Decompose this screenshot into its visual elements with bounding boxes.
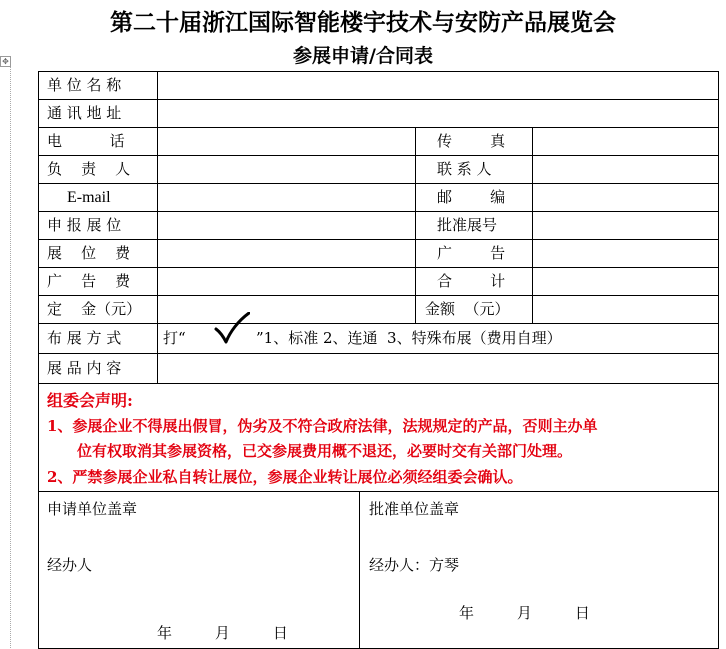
label-amount: 金额 （元）	[425, 300, 510, 318]
cell-divider	[415, 240, 416, 268]
row-layout-method	[39, 324, 719, 354]
cell-divider	[157, 100, 158, 128]
cell-divider	[532, 156, 533, 184]
declaration-line-2: 位有权取消其参展资格，已交参展费用概不退还，必要时交有关部门处理。	[77, 442, 573, 460]
label-advertisement: 广 告	[437, 244, 506, 262]
label-responsible: 负 责 人	[47, 160, 131, 178]
label-layout-method: 布 展 方 式	[47, 329, 122, 347]
move-anchor-icon[interactable]: ✥	[0, 56, 11, 67]
cell-divider	[415, 128, 416, 156]
cell-divider	[157, 128, 158, 156]
declaration-line-1: 1、参展企业不得展出假冒，伪劣及不符合政府法律，法规规定的产品，否则主办单	[47, 417, 598, 435]
approver-agent-label: 经办人：方琴	[369, 556, 460, 574]
cell-divider	[532, 128, 533, 156]
applicant-agent-label: 经办人	[47, 556, 93, 574]
cell-divider	[532, 240, 533, 268]
row-booth-approval	[39, 212, 719, 240]
cell-divider	[415, 296, 416, 324]
cell-divider	[532, 184, 533, 212]
row-responsible-contact	[39, 156, 719, 184]
label-contact: 联 系 人	[437, 160, 492, 178]
cell-divider	[415, 156, 416, 184]
cell-divider	[532, 268, 533, 296]
label-company-name: 单 位 名 称	[47, 76, 122, 94]
cell-divider	[157, 324, 158, 354]
label-address: 通 讯 地 址	[47, 104, 122, 122]
approver-signature-block	[359, 492, 719, 649]
cell-divider	[157, 156, 158, 184]
row-phone-fax	[39, 128, 719, 156]
cell-divider	[157, 240, 158, 268]
label-postcode: 邮 编	[437, 188, 506, 206]
method-options: ”1、标准 2、连通 3、特殊布展（费用自理）	[256, 329, 562, 347]
cell-divider	[415, 268, 416, 296]
cell-divider	[415, 212, 416, 240]
applicant-signature-block	[39, 492, 359, 649]
cell-divider	[157, 268, 158, 296]
approver-date: 年 月 日	[459, 604, 590, 622]
row-company-name	[39, 72, 719, 100]
cell-divider	[157, 296, 158, 324]
document-title: 第二十届浙江国际智能楼宇技术与安防产品展览会	[110, 9, 616, 36]
application-form-table	[38, 71, 719, 649]
row-booth-fee-ad	[39, 240, 719, 268]
cell-divider	[415, 184, 416, 212]
cell-divider	[532, 212, 533, 240]
cell-divider	[157, 354, 158, 384]
checkmark-icon	[214, 312, 250, 348]
cell-divider	[157, 72, 158, 100]
declaration-title: 组委会声明:	[47, 391, 133, 410]
document-subtitle: 参展申请/合同表	[293, 45, 433, 67]
organizer-declaration	[39, 384, 719, 492]
row-email-postcode	[39, 184, 719, 212]
label-email: E-mail	[47, 189, 111, 206]
table-right-border	[718, 72, 719, 649]
method-prefix: 打“	[163, 329, 186, 347]
label-ad-fee: 广 告 费	[47, 272, 131, 290]
declaration-line-3: 2、严禁参展企业私自转让展位，参展企业转让展位必须经组委会确认。	[47, 468, 523, 486]
label-deposit: 定 金（元）	[47, 300, 142, 318]
label-booth-request: 申 报 展 位	[47, 216, 122, 234]
cell-divider	[157, 184, 158, 212]
row-address	[39, 100, 719, 128]
approver-seal-label: 批准单位盖章	[369, 500, 460, 518]
label-total: 合 计	[437, 272, 506, 290]
applicant-seal-label: 申请单位盖章	[47, 500, 138, 518]
label-phone: 电 话	[47, 132, 125, 150]
row-ad-fee-total	[39, 268, 719, 296]
row-deposit-amount	[39, 296, 719, 324]
applicant-date: 年 月 日	[157, 624, 288, 642]
label-approved-booth: 批准展号	[437, 216, 498, 234]
cell-divider	[157, 212, 158, 240]
label-booth-fee: 展 位 费	[47, 244, 131, 262]
cell-divider	[532, 296, 533, 324]
page-margin-guide	[10, 58, 11, 648]
label-exhibit-content: 展 品 内 容	[47, 359, 122, 377]
row-exhibit-content	[39, 354, 719, 384]
label-fax: 传 真	[437, 132, 506, 150]
